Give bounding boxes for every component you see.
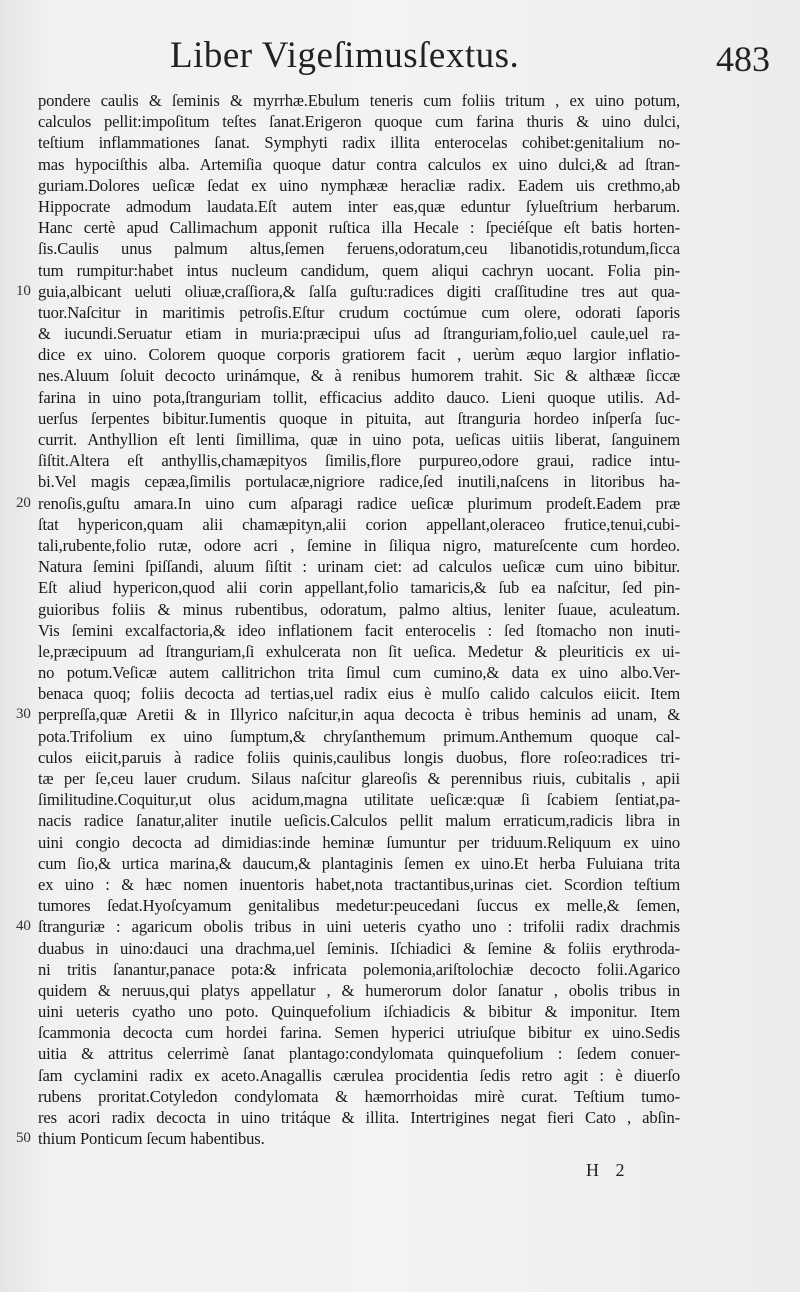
text-line — [38, 154, 680, 175]
text-line — [38, 726, 680, 747]
text-line — [16, 1128, 680, 1149]
text-line-content: ſis.Caulis unus palmum altus,ſemen feruens,odoratum,ceu libanotidis,rotundum,ſicca — [38, 239, 680, 259]
text-line-content: guriam.Dolores ueſicæ ſedat ex uino nymphææ heracliæ radix. Eadem uis crethmo,ab — [38, 175, 680, 195]
text-line-content: ex uino : & hæc nomen inuentoris habet,nota tractantibus,urinas ciet. Scordion teſtium — [38, 874, 680, 894]
line-number: 40 — [16, 918, 31, 935]
running-title: Liber Vigeſimusſextus. — [170, 35, 520, 76]
text-line-content: no potum.Veſicæ autem callitrichon trita ſimul cum cumino,& data ex uino albo.Ver- — [38, 663, 680, 683]
text-line-content: ſiſtit.Altera eſt anthyllis,chamæpityos ſimilis,flore purpureo,odore graui, radice intu- — [38, 451, 680, 471]
text-line-content: perpreſſa,quæ Aretii & in Illyrico naſcitur,in aqua decocta è tribus heminis ad unam, & — [38, 705, 680, 725]
text-line — [38, 111, 680, 132]
text-line — [38, 302, 680, 323]
text-line-content: rubens proritat.Cotyledon condylomata & hæmorrhoidas mirè curat. Teſtium tumo- — [38, 1086, 680, 1106]
text-line-content: ſtat hypericon,quam alii chamæpityn,alii corion appellant,oleraceo frutice,tenui,cubi- — [38, 514, 680, 534]
text-line-content: currit. Anthyllion eſt lenti ſimillima, quæ in uino pota, ueſicas uitiis liberat, ſanguinem — [38, 430, 680, 449]
text-line-content: teſtium inflammationes ſanat. Symphyti radix illita enterocelas cohibet:genitalium no- — [38, 133, 680, 153]
line-number: 50 — [16, 1130, 31, 1147]
text-line-content: culos eiicit,paruis à radice foliis quinis,caulibus longis duobus, flore roſeo:radices tri- — [38, 747, 680, 767]
text-line-content: guioribus foliis & minus rubentibus, odoratum, palmo altius, leniter ſuaue, aculeatum. — [38, 599, 680, 619]
text-line — [38, 556, 680, 577]
text-line — [38, 768, 680, 789]
text-line — [38, 599, 680, 620]
text-line-content: pota.Trifolium ex uino ſumptum,& chryſanthemum primum.Anthemum quoque cal- — [38, 726, 680, 746]
text-line — [38, 938, 680, 959]
text-line — [38, 980, 680, 1001]
text-line-content: dice ex uino. Colorem quoque corporis gratiorem facit , uerùm æquo largior inflatio- — [38, 345, 680, 365]
text-line-content: tali,rubente,folio rutæ, odore acri , ſemine in ſiliqua nigro, matureſcente cum hordeo. — [38, 535, 680, 555]
text-line — [38, 1043, 680, 1064]
text-line — [38, 577, 680, 598]
text-line-content: nes.Aluum ſoluit decocto urinámque, & à renibus humorem trahit. Sic & althææ ſiccæ — [38, 366, 680, 386]
text-line — [38, 747, 680, 768]
text-line — [38, 196, 680, 217]
text-line-content: tuor.Naſcitur in maritimis petroſis.Eſtur crudum coctúmue cum olere, odorati ſaporis — [38, 302, 680, 322]
text-line-content: Hanc certè apud Callimachum apponit ruſtica illa Hecale : ſpeciéſque eſt batis horten- — [38, 218, 680, 238]
text-line-content: bi.Vel magis cepæa,ſimilis portulacæ,nigriore radice,ſed inutili,naſcens in litoribus ha- — [38, 472, 680, 492]
text-line-content: res acori radix decocta in uino tritáque & illita. Intertrigines negat fieri Cato , abſin- — [38, 1108, 680, 1127]
text-line — [38, 365, 680, 386]
text-line — [16, 704, 680, 725]
text-line — [16, 281, 680, 302]
text-line — [38, 1086, 680, 1107]
text-line — [38, 260, 680, 281]
text-line — [38, 471, 680, 492]
text-line — [38, 895, 680, 916]
text-line-content: ſtranguriæ : agaricum obolis tribus in uini ueteris cyatho uno : trifolii radix drachmis — [38, 917, 680, 937]
text-line — [38, 535, 680, 556]
text-line — [38, 832, 680, 853]
text-line-content: mas hypociſthis alba. Artemiſia quoque datur contra calculos ex uino dulci,& ad ſtran- — [38, 154, 680, 174]
line-number: 20 — [16, 494, 31, 511]
text-line — [38, 132, 680, 153]
text-line-content: tum rumpitur:habet intus nucleum candidum, quem aliqui cachryn uocant. Folia pin- — [38, 260, 680, 280]
text-line-content: Natura ſemini ſpiſſandi, aluum ſiſtit : urinam ciet: ad calculos ueſicæ cum uino bibitur. — [38, 557, 680, 577]
text-line-content: renoſis,guſtu amara.In uino cum aſparagi radice ueſicæ plurimum prodeſt.Eadem præ — [38, 493, 680, 513]
text-line — [38, 238, 680, 259]
text-line-content: nacis radice ſanatur,aliter inutile ueſicis.Calculos pellit malum erraticum,radicis libra in — [38, 811, 680, 831]
line-number: 10 — [16, 282, 31, 299]
text-line-content: thium Ponticum ſecum habentibus. — [38, 1129, 265, 1149]
line-number: 30 — [16, 706, 31, 723]
text-line — [38, 662, 680, 683]
text-line — [38, 323, 680, 344]
text-line — [38, 429, 680, 450]
page-number: 483 — [716, 39, 770, 79]
text-line — [38, 90, 680, 111]
text-line — [38, 1001, 680, 1022]
text-block — [16, 90, 680, 1149]
text-line — [38, 810, 680, 831]
text-line-content: Vis ſemini excalfactoria,& ideo inflationem facit enterocelis : ſed ſtomacho non inuti- — [38, 620, 680, 640]
text-line-content: ni tritis ſanantur,panace pota:& infricata polemonia,ariſtolochiæ decocto folii.Agarico — [38, 959, 680, 979]
text-line-content: tæ per ſe,ceu lauer crudum. Silaus naſcitur glareoſis & perennibus riuis, cubitalis , apii — [38, 769, 680, 788]
running-head — [150, 30, 770, 80]
text-line-content: uini congio decocta ad dimidias:inde heminæ ſumuntur per triduum.Reliquum ex uino — [38, 832, 680, 852]
text-line-content: cum ſio,& urtica marina,& daucum,& plantaginis ſemen ex uino.Et herba Fuluiana trita — [38, 853, 680, 873]
text-line — [38, 175, 680, 196]
text-line — [38, 959, 680, 980]
text-line-content: ſam cyclamini radix ex aceto.Anagallis cærulea procidentia ſedis retro agit : è diuerſo — [38, 1065, 680, 1085]
text-line-content: le,præcipuum ad ſtranguriam,ſi exhulcerata non ſit ueſica. Medetur & pleuriticis ex ui- — [38, 641, 680, 661]
text-line-content: Hippocrate admodum laudata.Eſt autem inter eas,quæ eduntur ſylueſtrium herbarum. — [38, 196, 680, 216]
text-line-content: ſimilitudine.Coquitur,ut olus acidum,magna utilitate ueſicæ:quæ ſi ſcabiem ſentiat,pa- — [38, 790, 680, 810]
text-line — [38, 408, 680, 429]
text-line-content: Eſt aliud hypericon,quod alii corin appellant,folio tamaricis,& ſub ea naſcitur, ſed pin- — [38, 578, 680, 598]
text-line-content: quidem & neruus,qui platys appellatur , & humerorum dolor ſanatur , obolis tribus in — [38, 980, 680, 1000]
signature-mark: H 2 — [586, 1160, 631, 1180]
text-line-content: duabus in uino:dauci una drachma,uel ſeminis. Iſchiadici & ſemine & foliis erythroda- — [38, 938, 680, 958]
text-line-content: calculos pellit:impoſitum teſtes ſanat.Erigeron quoque cum farina thuris & uino dulci, — [38, 112, 680, 132]
text-line-content: farina in uino pota,ſtranguriam tollit, efficacius addito dauco. Lieni quoque utilis. Ad- — [38, 387, 680, 407]
text-line — [38, 853, 680, 874]
text-line — [38, 1107, 680, 1128]
text-line — [16, 493, 680, 514]
text-line-content: ſcammonia decocta cum hordei farina. Semen hyperici utriuſque bibitur ex uino.Sedis — [38, 1023, 680, 1043]
text-line — [38, 217, 680, 238]
text-line-content: pondere caulis & ſeminis & myrrhæ.Ebulum teneris cum foliis tritum , ex uino potum, — [38, 91, 680, 110]
text-line-content: benaca quoq; foliis decocta ad tertias,uel radix eius è mulſo calido calculos eiicit. Item — [38, 684, 680, 704]
text-line-content: uini ueteris cyatho uno poto. Quinquefolium iſchiadicis & bibitur & imponitur. Item — [38, 1002, 680, 1022]
text-line — [38, 641, 680, 662]
text-line — [16, 916, 680, 937]
text-line — [38, 1022, 680, 1043]
text-line-content: & iucundi.Seruatur etiam in muria:præcipui uſus ad ſtranguriam,folio,uel caule,uel ra- — [38, 324, 680, 344]
text-line — [38, 1065, 680, 1086]
text-line-content: uerſus ſerpentes bibitur.Iumentis quoque in pituita, aut ſtranguria hordeo inſperſa ſuc- — [38, 408, 680, 428]
text-line-content: uitia & attritus celerrimè ſanat plantago:condylomata quinquefolium : ſedem conuer- — [38, 1044, 680, 1064]
text-line — [38, 450, 680, 471]
text-line — [38, 789, 680, 810]
text-line-content: guia,albicant ueluti oliuæ,craſſiora,& ſalſa guſtu:radices digiti craſſitudine tres aut qua- — [38, 281, 680, 301]
text-line-content: tumores ſedat.Hyoſcyamum genitalibus medetur:peucedani ſuccus ex melle,& ſemen, — [38, 896, 680, 916]
text-line — [38, 874, 680, 895]
text-line — [38, 344, 680, 365]
text-line — [38, 514, 680, 535]
text-line — [38, 387, 680, 408]
text-line — [38, 620, 680, 641]
text-line — [38, 683, 680, 704]
